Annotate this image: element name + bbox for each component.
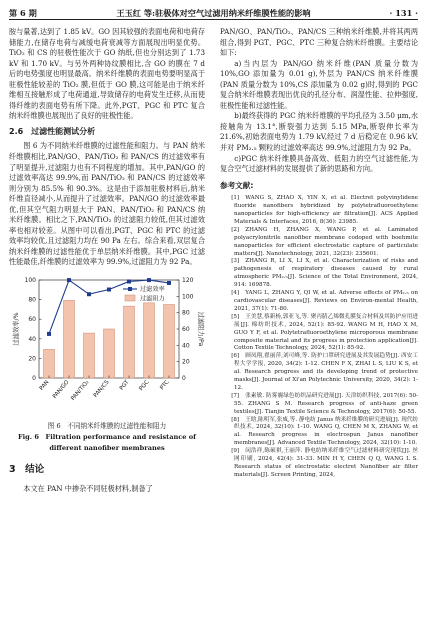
reference-item: [3] ZHANG R, LI X, LI X, et al. Characterization of risks and pathogenesis of respiratory diseases caused by rural atmospheric PM₂.₅[J]. Science of the Total Environment, 2024, 914: 169878.	[231, 258, 418, 289]
right-column	[220, 27, 418, 480]
y-left-tick-label: 20	[28, 355, 36, 363]
resistance-bar	[104, 329, 115, 378]
y-left-tick-label: 100	[24, 277, 36, 285]
resistance-bar	[64, 300, 75, 378]
efficiency-point	[147, 278, 151, 282]
header-rule	[9, 19, 418, 20]
efficiency-point	[87, 292, 91, 296]
y-right-tick-label: 20	[182, 358, 190, 366]
y-right-tick-label: 40	[182, 342, 190, 350]
y-right-tick-label: 60	[182, 326, 190, 334]
legend-line-marker	[128, 287, 132, 291]
running-title: 王玉红 等:驻极体对空气过滤用纳米纤维膜性能的影响	[116, 8, 311, 18]
paragraph: PAN/GO、PAN/TiO₂、PAN/CS 三种纳米纤维膜,并将其两两组合,得到 PGT、PGC、PTC 三种复合纳米纤维膜。主要结论如下:	[220, 27, 418, 58]
resistance-bar	[84, 333, 95, 378]
y-right-axis-label: 过滤阻力/Pa	[197, 311, 204, 347]
legend-bar-swatch	[125, 295, 135, 301]
reference-item: [9] 闵浩祥,陈硕祺,王丽萍. 静电纺纳米纤维空气过滤材料研究现状[J]. 丝网印刷, 2024, 42(4): 31-33. MIN H Y, CHEN Q Q, WANG L S. Research status of electrostatic electret Nanofiber air filter materials[J]. Screen Printing, 2024,	[231, 448, 418, 478]
chart-canvas	[9, 274, 205, 420]
paragraph: 本文在 PAN 中掺杂不同驻极材料,制备了	[23, 483, 153, 493]
reference-item: [1] WANG S, ZHAO X, YIN X, et al. Electret polyvinylidene fluoride nanofibers hybridized by polytetrafluoroethylene nanoparticles for high-efficiency air filtration[J]. ACS Applied Materials & Interfaces, 2016, 8(36): 23985.	[231, 195, 418, 225]
x-tick-label: PAN/CS	[92, 379, 111, 399]
resistance-bar	[164, 305, 175, 379]
x-tick-label: PAN	[38, 379, 51, 392]
efficiency-point	[67, 278, 71, 282]
resistance-bar	[44, 349, 55, 378]
figure-6-chart	[9, 274, 205, 420]
resistance-bar	[144, 303, 155, 378]
y-left-tick-label: 80	[28, 296, 36, 304]
x-tick-label: PGT	[118, 379, 131, 392]
running-header	[9, 6, 418, 20]
resistance-bar	[124, 306, 135, 378]
conclusion-item-a: a)当内层为 PAN/GO 纳米纤维(PAN 质量分数为 10%,GO 添加量为 0.01 g),外层为 PAN/CS 纳米纤维膜(PAN 质量分数为 10%,CS 添加量为 0.02 g)时,得到的 PGC 复合纳米纤维膜表现出优良的孔径分布、润湿性能、拉伸强度,驻极性能和过滤性能。	[220, 58, 418, 110]
reference-item: [2] ZHANG H, ZHANG X, WANG P, et al. Laminated polyacrylonitrile nanofiber membrane codoped with boehmite nanoparticles for efficient electrostatic capture of particulate matters[J]. Nanotechnology, 2021, 32(23): 235601.	[231, 226, 418, 257]
efficiency-point	[127, 280, 131, 284]
section-heading-conclusion: 3 结论	[9, 464, 45, 476]
figure-caption-en-line2: different nanofiber membranes	[49, 444, 165, 453]
y-left-tick-label: 0	[32, 375, 36, 383]
references-heading: 参考文献:	[220, 180, 254, 190]
x-tick-label: PAN/GO	[52, 379, 71, 400]
y-right-tick-label: 0	[182, 375, 186, 383]
page-number: · 131 ·	[389, 8, 418, 18]
y-right-tick-label: 120	[182, 277, 194, 285]
conclusion-item-b: b)最终获得的 PGC 纳米纤维膜的平均孔径为 3.50 μm,水接触角为 13.1°,断裂强力达到 5.15 MPa,断裂伸长率为 21.6%,初始表面电势为 1.79 kV,经过 7 d 后稳定在 0.96 kV,并对 PM₂.₅ 颗粒的过滤效率高达 99.9%,过滤阻力为 92 Pa。	[220, 111, 418, 153]
paragraph: 图 6 为不同纳米纤维膜的过滤性能和阻力。与 PAN 纳米纤维膜相比,PAN/GO、PAN/TiO₂ 和 PAN/CS 的过滤效率有了明显提升,过滤阻力也有不同程度的增加。其中,PAN/GO 的过滤效率高达 99.9%,而 PAN/TiO₂ 和 PAN/CS 的过滤效率则分别为 85.5% 和 90.3%。这是由于添加驻极材料后,纳米纤维直径减小,从而提升了过滤效率。PAN/GO 的过滤效率最优,但其空气阻力明显大于 PAN、PAN/TiO₂ 和 PAN/CS 纳米纤维膜。相比之下,PAN/TiO₂ 的过滤阻力较低,但其过滤效率也相对较差。从图中可以看出,PGT、PGC 和 PTC 的过滤效率均较优,且过滤阻力均在 90 Pa 左右。综合来看,双层复合纳米纤维膜的过滤性能优于单层纳米纤维膜。其中,PGC 过滤性能最佳,纤维膜的过滤效率为 99.9%,过滤阻力为 92 Pa。	[9, 141, 205, 267]
paragraph: 胺与量著,达到了 1.85 kV。GO 因其较强的表面电荷和电荷存储能力,在储存电荷与减缓电荷衰减等方面展现出明显优势。TiO₂ 和 CS 的驻极性能次于 GO 纳纸,但也分别达到了 1.73 kV 和 1.70 kV。与另外两种协纹膜相比,含 GO 的膜在 7 d 后的电势强度也明显最高。纳米纤维膜的表面电势要明显高于驻极性能较差的 TiO₂ 膜,但低于 GO 膜,这可能是由于纳米纤维相互接触形成了电荷通道,导致储存的电荷发生迁移,从而使得纤维的表面电势有所下降。此外,PGT、PGC 和 PTC 复合纳米纤维膜也展现出了良好的驻极性能。	[9, 27, 205, 121]
figure-caption-cn: 图 6 不同纳米纤维膜的过滤性能和阻力	[47, 422, 167, 431]
left-column	[9, 27, 205, 494]
y-left-axis-label: 过滤效率/%	[13, 312, 20, 346]
references-list	[220, 195, 418, 480]
x-tick-label: PAN/TiO₂	[70, 379, 91, 402]
y-left-tick-label: 60	[28, 316, 36, 324]
efficiency-point	[107, 288, 111, 292]
reference-item: [6] 顾凤翔,翟丽萍,刘可峰,等. 防护口罩研究进展及其发展趋势[J]. 西安工程大学学报, 2020, 34(2): 1-12. CHEN F X, ZHAI L S, LIU K S, et al. Research progress and its developing trend of protective masks[J]. Journal of Xi'an Polytechnic University, 2020, 34(2): 1-12.	[231, 353, 418, 391]
y-right-tick-label: 100	[182, 293, 194, 301]
efficiency-point	[47, 332, 51, 336]
efficiency-point	[167, 281, 171, 285]
y-right-tick-label: 80	[182, 309, 190, 317]
issue-number: 第 6 期	[9, 8, 37, 18]
conclusion-item-c: c)PGC 纳米纤维膜具备高效、低阻力的空气过滤性能,为复合空气过滤材料的发展提供了新的思路和方向。	[220, 153, 418, 174]
reference-item: [7] 张素敏. 防雾霾绿色纺织品研究进展[J]. 天津纺织科技, 2017(6): 50-55. ZHANG S M. Research progress of anti-haze green textiles[J]. Tianjin Textile Science & Technology, 2017(6): 50-55.	[231, 392, 418, 415]
legend-label-efficiency: 过滤效率	[140, 286, 165, 294]
figure-caption-en-line1: Fig. 6 Filtration performance and resistance of	[17, 433, 197, 442]
legend-label-resistance: 过滤阻力	[140, 295, 165, 303]
reference-item: [5] 王美慧,蔡新杨,郭亚飞,等. 聚丙腈乙烯微孔膜复合材料及其防护应用进展[J]. 棉纺织技术, 2024, 52(1): 85-92. WANG M H, HAO X M, GUO Y F, et al. Polytetrafluoroethylene microporous membrane composite material and its progress in protection application[J]. Cotton Textile Technology, 2024, 52(1): 85-92.	[231, 313, 418, 352]
y-left-tick-label: 40	[28, 335, 36, 343]
reference-item: [4] YANG L, ZHANG Y, QI W, et al. Adverse effects of PM₂.₅ on cardiovascular diseases[J]. Reviews on Environ-mental Health, 2021, 37(1): 71-80.	[231, 290, 418, 312]
reference-item: [8] 王晗,陈明军,张威,等. 静电纺 Janus 纳米纤维膜的研究进展[J]. 现代纺织技术, 2024, 32(10): 1-10. WANG Q, CHEN M X, ZHANG W, et al. Research progress in electrospun Janus nanofiber membranes[J]. Advanced Textile Technology, 2024, 32(10): 1-10.	[231, 416, 418, 447]
section-heading: 2.6 过滤性能测试分析	[9, 126, 96, 136]
x-tick-label: PTC	[159, 379, 171, 392]
x-tick-label: PGC	[138, 379, 151, 393]
